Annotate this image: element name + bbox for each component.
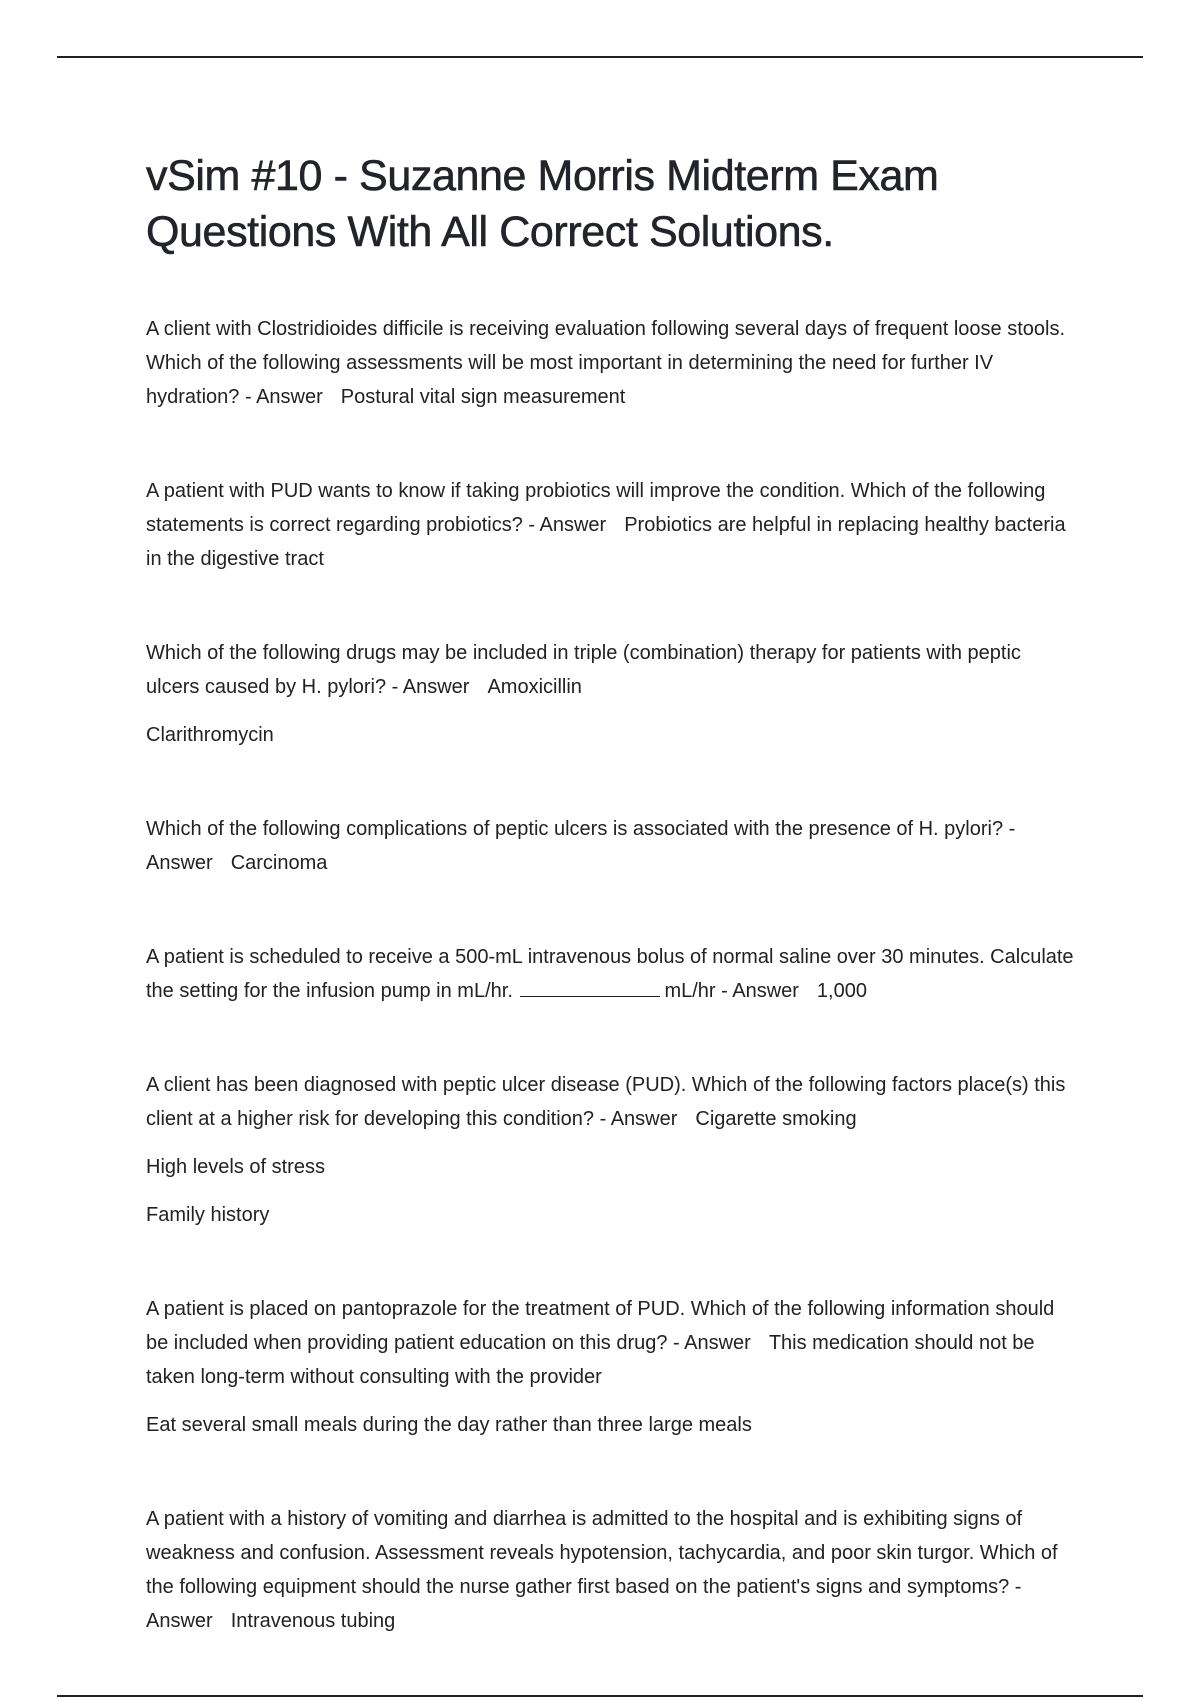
document-title: vSim #10 - Suzanne Morris Midterm Exam Questions With All Correct Solutions. bbox=[146, 152, 939, 256]
qa-item bbox=[146, 1502, 1076, 1638]
qa-item bbox=[146, 474, 1076, 576]
top-divider bbox=[57, 56, 1143, 58]
question-text bbox=[146, 474, 1076, 576]
answer-text: Cigarette smoking bbox=[695, 1108, 857, 1130]
question-text bbox=[146, 312, 1076, 414]
question-stem: A patient is placed on pantoprazole for the treatment of PUD. Which of the following information should be included when providing patient education on this drug? - Answer bbox=[146, 1298, 1055, 1354]
question-text bbox=[146, 940, 1076, 1008]
question-stem: A patient with PUD wants to know if taking probiotics will improve the condition. Which of the following statements is correct regarding probiotics? - Answer bbox=[146, 480, 1046, 536]
qa-item bbox=[146, 940, 1076, 1008]
question-stem: A client has been diagnosed with peptic ulcer disease (PUD). Which of the following factors place(s) this client at a higher risk for developing this condition? - Answer bbox=[146, 1074, 1066, 1130]
answer-text: Intravenous tubing bbox=[230, 1610, 396, 1632]
fill-in-blank bbox=[520, 980, 660, 997]
additional-answer: Clarithromycin bbox=[146, 724, 274, 746]
answer-text: 1,000 bbox=[816, 980, 867, 1002]
additional-answer: High levels of stress bbox=[146, 1156, 325, 1178]
question-text bbox=[146, 1292, 1076, 1394]
question-stem: A client with Clostridioides difficile is receiving evaluation following several days of frequent loose stools. Which of the following assessments will be most important in determining the need for further IV hydration? - Answer bbox=[146, 318, 1065, 408]
qa-item bbox=[146, 1292, 1076, 1442]
answer-text: Postural vital sign measurement bbox=[340, 386, 626, 408]
question-stem: A patient with a history of vomiting and diarrhea is admitted to the hospital and is exhibiting signs of weakness and confusion. Assessment reveals hypotension, tachycardia, and poor skin turgor. Which of the following equipment should the nurse gather first based on the patient's signs and symptoms? - Answer bbox=[146, 1508, 1058, 1632]
qa-item bbox=[146, 636, 1076, 752]
document-body bbox=[146, 148, 1076, 1698]
question-stem-after-blank: mL/hr - Answer bbox=[664, 980, 799, 1002]
qa-item bbox=[146, 812, 1076, 880]
additional-answer: Eat several small meals during the day rather than three large meals bbox=[146, 1414, 752, 1436]
question-text bbox=[146, 812, 1076, 880]
qa-item bbox=[146, 312, 1076, 414]
question-text bbox=[146, 636, 1076, 704]
bottom-divider bbox=[57, 1695, 1143, 1697]
qa-item bbox=[146, 1068, 1076, 1232]
additional-answer: Family history bbox=[146, 1204, 270, 1226]
answer-text: Probiotics are helpful in replacing healthy bacteria in the digestive tract bbox=[146, 514, 1066, 570]
question-text bbox=[146, 1502, 1076, 1638]
answer-text: Amoxicillin bbox=[487, 676, 582, 698]
question-stem: Which of the following complications of peptic ulcers is associated with the presence of H. pylori? - Answer bbox=[146, 818, 1016, 874]
question-stem: Which of the following drugs may be included in triple (combination) therapy for patients with peptic ulcers caused by H. pylori? - Answer bbox=[146, 642, 1021, 698]
question-stem-before-blank: A patient is scheduled to receive a 500-mL intravenous bolus of normal saline over 30 minutes. Calculate the setting for the infusion pump in mL/hr. bbox=[146, 946, 1074, 1002]
answer-text: Carcinoma bbox=[230, 852, 328, 874]
answer-text: This medication should not be taken long-term without consulting with the provider bbox=[146, 1332, 1035, 1388]
question-text bbox=[146, 1068, 1076, 1136]
